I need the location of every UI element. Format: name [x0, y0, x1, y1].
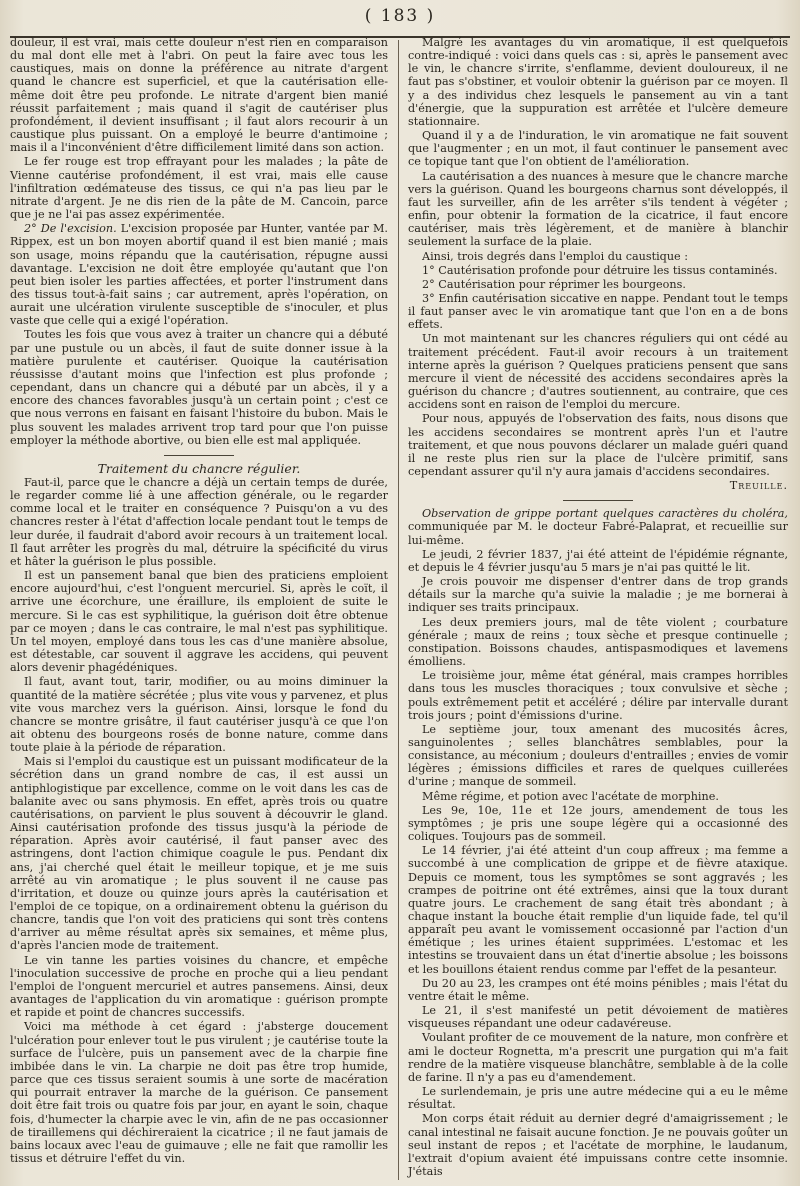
paragraph: Pour nous, appuyés de l'observation des faits, nous disons que les accidens secondaires se montrent après l'un et l'autre traitement, et que nous pouvons déclarer un malade guéri quand il ne reste plus rien sur la place de l'ulcère primitif, sans cependant assurer qu'il n'y aura jamais d'accidens secondaires. — [408, 412, 788, 478]
page-number: ( 183 ) — [364, 6, 436, 26]
paragraph: Mais si l'emploi du caustique est un puissant modificateur de la sécrétion dans un grand nombre de cas, il est aussi un antiphlogistique par excellence, comme on le voit dans les cas de balanite avec ou sans phymosis. En effet, après trois ou quatre cautérisations, on parvient le plus souvent à découvrir le gland. Ainsi cautérisation profonde des tissus jusqu'à la période de réparation. Après avoir cautérisé, il faut panser avec des astringens, dont l'action chimique coagule le pus. Pendant dix ans, j'ai cherché quel était le meilleur topique, et je me suis arrêté au vin aromatique ; le plus souvent il ne cause pas d'irritation, et douze ou quinze jours après la cautérisation et l'emploi de ce topique, on a ordinairement obtenu la guérison du chancre, tandis que l'on voit des praticiens qui sont très contens d'arriver au même résultat après six semaines, et même plus, d'après l'ancien mode de traitement. — [10, 755, 388, 953]
paragraph: Ainsi, trois degrés dans l'emploi du caustique : — [422, 249, 688, 263]
paragraph: Voulant profiter de ce mouvement de la nature, mon confrère et ami le docteur Rognetta, m'a prescrit une purgation qui m'a fait rendre de la matière visqueuse blanchâtre, semblable à de la colle de farine. Il n'y a pas eu d'amendement. — [408, 1031, 788, 1084]
paragraph: Quand il y a de l'induration, le vin aromatique ne fait souvent que l'augmenter ; en un mot, il faut continuer le pansement avec ce topique tant que l'on obtient de l'amélioration. — [408, 129, 788, 169]
right-column — [408, 36, 788, 1179]
paragraph: Toutes les fois que vous avez à traiter un chancre qui a débuté par une pustule ou un abcès, il faut de suite donner issue à la matière purulente et cautériser. Quoique la cautérisation réussisse d'autant moins que l'infection est plus profonde ; cependant, dans un chancre qui a débuté par un abcès, il y a encore des chances favorables jusqu'à un certain point ; c'est ce que nous verrons en faisant en faisant l'histoire du bubon. Mais le plus souvent les malades arrivent trop tard pour que l'on puisse employer la méthode abortive, ou bien elle est mal appliquée. — [10, 328, 388, 447]
section-heading: Traitement du chancre régulier. — [97, 460, 301, 476]
paragraph: Le fer rouge est trop effrayant pour les malades ; la pâte de Vienne cautérise profondément, il est vrai, mais elle cause l'infiltration œdémateuse des tissus, ce qui n'a pas lieu par le nitrate d'argent. Je ne dis rien de la pâte de M. Cancoin, parce que je ne l'ai pas assez expérimentée. — [10, 155, 388, 222]
paragraph: Je crois pouvoir me dispenser d'entrer dans de trop grands détails sur la marche qu'a suivie la maladie ; je me bornerai à indiquer ses traits principaux. — [408, 575, 788, 615]
paragraph — [10, 222, 388, 327]
paragraph: Faut-il, parce que le chancre a déjà un certain temps de durée, le regarder comme lié à une affection générale, ou le regarder comme local et le traiter en conséquence ? Puisqu'on a vu des chancres rester à l'état d'affection locale pendant tout le temps de leur durée, il faudrait d'abord avoir recours à un traitement local. Il faut arrêter les progrès du mal, détruire la spécificité du virus et hâter la guérison le plus possible. — [10, 476, 388, 568]
paragraph: Il faut, avant tout, tarir, modifier, ou au moins diminuer la quantité de la matière sécrétée ; plus vite vous y parvenez, et plus vite vous marchez vers la guérison. Ainsi, lorsque le fond du chancre se montre grisâtre, il faut cautériser jusqu'à ce que l'on ait obtenu des bourgeons rosés de bonne nature, comme dans toute plaie à la période de réparation. — [10, 675, 388, 755]
paragraph: Les 9e, 10e, 11e et 12e jours, amendement de tous les symptômes ; je pris une soupe légère qui a occasionné des coliques. Toujours pas de sommeil. — [408, 803, 788, 844]
paragraph: Du 20 au 23, les crampes ont été moins pénibles ; mais l'état du ventre était le même. — [408, 976, 788, 1003]
paragraph: Voici ma méthode à cet égard : j'absterge doucement l'ulcération pour enlever tout le pus virulent ; je cautérise toute la surface de l'ulcère, puis un pansement avec de la charpie fine imbibée dans le vin. La charpie ne doit pas être trop humide, parce que ces tissus seraient soumis à une sorte de macération qui pourrait entraver la marche de la guérison. Ce pansement doit être fait trois ou quatre fois par jour, en ayant le soin, chaque fois, d'humecter la charpie avec le vin, afin de ne pas occasionner de tiraillemens qui déchireraient la cicatrice ; il ne faut jamais de bains locaux avec l'eau de guimauve ; elle ne fait que ramollir les tissus et détruire l'effet du vin. — [10, 1020, 388, 1165]
paragraph: Le septième jour, toux amenant des mucosités âcres, sanguinolentes ; selles blanchâtres semblables, pour la consistance, au méconium ; douleurs d'entrailles ; envies de vomir légères ; émissions difficiles et rares de quelques cuillerées d'urine ; manque de sommeil. — [408, 722, 788, 789]
left-column — [10, 36, 388, 1166]
author-signature: Treuille. — [729, 479, 788, 493]
list-item: 3° Enfin cautérisation siccative en nappe. Pendant tout le temps il faut panser avec le vin aromatique tant que l'on en a de bons effets. — [408, 291, 788, 332]
list-item: 1° Cautérisation profonde pour détruire les tissus contaminés. — [422, 263, 778, 277]
paragraph: Même régime, et potion avec l'acétate de morphine. — [422, 789, 719, 803]
paragraph: Le 21, il s'est manifesté un petit dévoiement de matières visqueuses répandant une odeur cadavéreuse. — [408, 1004, 788, 1031]
paragraph: Il est un pansement banal que bien des praticiens emploient encore aujourd'hui, c'est l'onguent mercuriel. Si, après le coït, il arrive une écorchure, une éraillure, ils emploient de suite le mercure. Si le cas est syphilitique, la guérison doit être obtenue par ce moyen ; dans le cas contraire, le mal n'est pas syphilitique. Un tel moyen, employé dans tous les cas d'une manière absolue, est détestable, car souvent il aggrave les accidens, qui peuvent alors devenir phagédéniques. — [10, 569, 388, 675]
paragraph: Le 14 février, j'ai été atteint d'un coup affreux ; ma femme a succombé à une complication de grippe et de fièvre ataxique. Depuis ce moment, tous les symptômes se sont aggravés ; les crampes de poitrine ont été extrêmes, ainsi que la toux durant quatre jours. Le crachement de sang était très abondant ; à chaque instant la bouche était remplie d'un liquide fade, tel qu'il apparaît peu avant le vomissement occasionné par l'action d'un émétique ; les urines étaient supprimées. L'estomac et les intestins se trouvaient dans un état d'inertie absolue ; les boissons et les bouillons étaient rendus comme par l'effet de la pesanteur. — [408, 844, 788, 976]
column-divider — [398, 40, 399, 1180]
paragraph: Mon corps était réduit au dernier degré d'amaigrissement ; le canal intestinal ne faisait aucune fonction. Je ne pouvais goûter un seul instant de repos ; et l'acétate de morphine, le laudanum, l'extrait d'opium avaient été impuissans contre cette insomnie. J'étais — [408, 1112, 788, 1178]
paragraph: Le surlendemain, je pris une autre médecine qui a eu le même résultat. — [408, 1085, 788, 1112]
separator — [164, 455, 234, 456]
observation-title-rest: communiquée par M. le docteur Fabré-Palaprat, et recueillie sur lui-même. — [408, 520, 788, 547]
observation-title — [408, 507, 788, 546]
paragraph: Malgré les avantages du vin aromatique, il est quelquefois contre-indiqué : voici dans quels cas : si, après le pansement avec le vin, le chancre s'irrite, s'enflamme, devient douloureux, il ne faut pas s'obstiner, et vouloir obtenir la guérison par ce moyen. Il y a des individus chez lesquels le pansement au vin a tant d'énergie, que la suppuration est arrêtée et l'ulcère demeure stationnaire. — [408, 36, 788, 128]
paragraph: Le troisième jour, même état général, mais crampes horribles dans tous les muscles thoraciques ; toux convulsive et sèche ; pouls extrêmement petit et accéléré ; délire par intervalle durant trois jours ; point d'émissions d'urine. — [408, 669, 788, 722]
paragraph-text: L'excision proposée par Hunter, vantée par M. Rippex, est un bon moyen abortif quand il est bien manié ; mais son usage, moins répandu que la cautérisation, répugne aussi davantage. L'excision ne doit être employée qu'autant que l'on peut bien isoler les parties affectées, et porter l'instrument dans des tissus tout-à-fait sains ; car autrement, après l'opération, on aurait une ulcération virulente susceptible de s'inoculer, et plus vaste que celle qui a exigé l'opération. — [10, 222, 388, 328]
paragraph: Le vin tanne les parties voisines du chancre, et empêche l'inoculation successive de proche en proche qui a lieu pendant l'emploi de l'onguent mercuriel et autres pansemens. Ainsi, deux avantages de l'application du vin aromatique : guérison prompte et rapide et point de chancres successifs. — [10, 953, 388, 1020]
paragraph: Le jeudi, 2 février 1837, j'ai été atteint de l'épidémie régnante, et depuis le 4 février jusqu'au 5 mars je n'ai pas quitté le lit. — [408, 547, 788, 574]
section-label: 2° De l'excision. — [24, 222, 117, 236]
separator — [563, 500, 633, 501]
paragraph: Les deux premiers jours, mal de tête violent ; courbature générale ; maux de reins ; toux sèche et presque continuelle ; constipation. Boissons chaudes, antispasmodiques et lavemens émolliens. — [408, 615, 788, 669]
paragraph: Un mot maintenant sur les chancres réguliers qui ont cédé au traitement précédent. Faut-il avoir recours à un traitement interne après la guérison ? Quelques praticiens pensent que sans mercure il vient de nécessité des accidens secondaires après la guérison du chancre ; d'autres soutiennent, au contraire, que ces accidens sont en raison de l'emploi du mercure. — [408, 332, 788, 412]
paragraph: La cautérisation a des nuances à mesure que le chancre marche vers la guérison. Quand les bourgeons charnus sont développés, il faut les surveiller, afin de les arrêter s'ils tendent à végéter ; enfin, pour obtenir la formation de la cicatrice, il faut encore cautériser, mais très légèrement, et de manière à blanchir seulement la surface de la plaie. — [408, 169, 788, 249]
list-item: 2° Cautérisation pour réprimer les bourgeons. — [422, 277, 686, 291]
observation-title-italic: Observation de grippe portant quelques caractères du choléra, — [422, 507, 788, 521]
paragraph: douleur, il est vrai, mais cette douleur n'est rien en comparaison du mal dont elle met à l'abri. On peut la faire avec tous les caustiques, mais on donne la préférence au nitrate d'argent quand le chancre est superficiel, et que la cautérisation elle-même doit être peu profonde. Le nitrate d'argent bien manié réussit parfaitement ; mais quand il s'agit de cautériser plus profondément, il devient insuffisant ; il faut alors recourir à un caustique plus puissant. On a employé le beurre d'antimoine ; mais il a l'inconvénient d'être difficilement limité dans son action. — [10, 36, 388, 155]
